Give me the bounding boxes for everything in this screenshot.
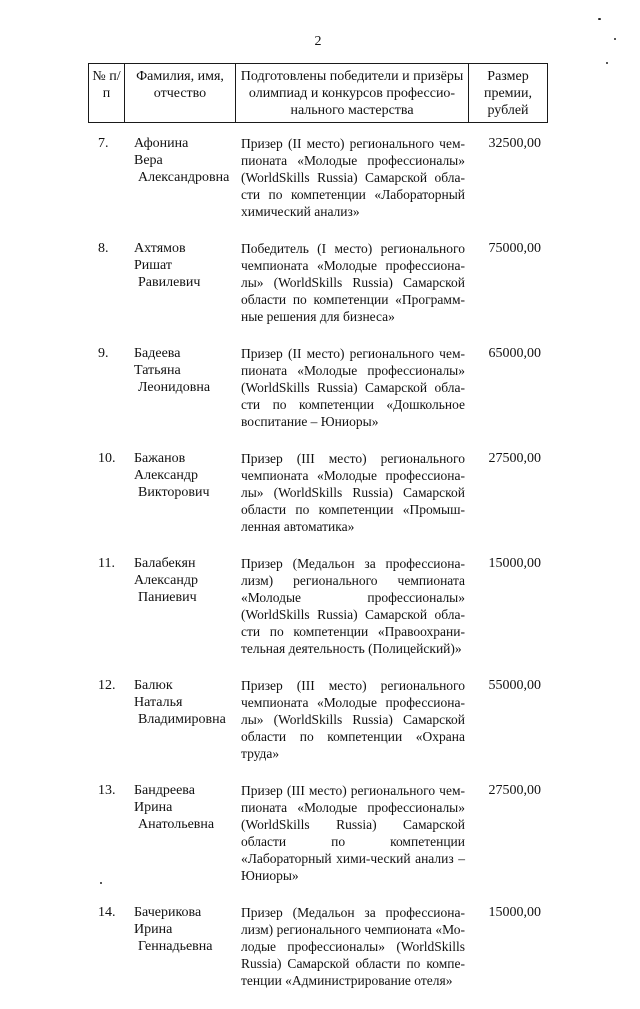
row-number: 7.: [98, 136, 109, 151]
row-full-name: [124, 677, 235, 762]
row-description: Призер (III место) регионального чемпионата «Молодые профессиона-лы» (WorldSkills Russia) Самарской области по компетенции «Охрана труда»: [241, 678, 465, 761]
row-first-name: Александр: [134, 573, 198, 588]
row-patronymic: Викторович: [138, 485, 210, 500]
table-row: [88, 677, 547, 762]
row-first-name: Ирина: [134, 800, 173, 815]
row-full-name: [124, 555, 235, 657]
row-patronymic: Равилевич: [138, 275, 201, 290]
row-description: Призер (II место) регионального чем-пионата «Молодые профессионалы» (WorldSkills Russia) Самарской обла-сти по компетенции «Дошкольное воспитание – Юниоры»: [241, 346, 465, 429]
row-patronymic: Леонидовна: [138, 380, 211, 395]
row-patronymic: Владимировна: [138, 712, 226, 727]
row-full-name: [124, 450, 235, 535]
table-row: [88, 135, 547, 220]
row-patronymic: Анатольевна: [138, 817, 215, 832]
row-surname: Бачерикова: [134, 905, 202, 920]
row-description: Призер (II место) регионального чем-пионата «Молодые профессионалы» (WorldSkills Russia) Самарской обла-сти по компетенции «Лабораторный химический анализ»: [241, 136, 465, 219]
table-row: [88, 450, 547, 535]
row-amount: 65000,00: [488, 346, 541, 361]
row-amount: 15000,00: [488, 556, 541, 571]
row-amount: 32500,00: [488, 136, 541, 151]
row-amount: 15000,00: [488, 905, 541, 920]
row-amount: 27500,00: [488, 783, 541, 798]
table-row: [88, 240, 547, 325]
row-surname: Бадеева: [134, 346, 181, 361]
row-patronymic: Геннадьевна: [138, 939, 213, 954]
row-description: Призер (Медальон за профессиона-лизм) регионального чемпионата «Мо-лодые профессионалы» (WorldSkills Russia) Самарской области по компе-тенции «Администрирование отеля»: [241, 905, 465, 988]
row-surname: Ахтямов: [134, 241, 186, 256]
page-number: 2: [314, 34, 322, 49]
row-full-name: [124, 135, 235, 220]
table-body: [88, 135, 547, 1009]
row-number: 13.: [98, 783, 116, 798]
row-first-name: Наталья: [134, 695, 183, 710]
row-number: 14.: [98, 905, 116, 920]
row-patronymic: Паниевич: [138, 590, 197, 605]
row-full-name: [124, 345, 235, 430]
row-description: Победитель (I место) регионального чемпионата «Молодые профессиона-лы» (WorldSkills Russia) Самарской области по компетенции «Программ-ные решения для бизнеса»: [241, 241, 465, 324]
scan-speck: [614, 38, 616, 40]
table-header: [88, 63, 548, 123]
row-amount: 27500,00: [488, 451, 541, 466]
row-number: 9.: [98, 346, 109, 361]
header-description: Подготовлены победители и призёры олимпиад и конкурсов профессио-нального мастерства: [236, 64, 469, 123]
row-number: 11.: [98, 556, 115, 571]
row-first-name: Татьяна: [134, 363, 181, 378]
row-full-name: [124, 904, 235, 989]
row-surname: Балабекян: [134, 556, 196, 571]
row-first-name: Ришат: [134, 258, 173, 273]
row-patronymic: Александровна: [138, 170, 230, 185]
row-full-name: [124, 782, 235, 884]
scan-speck: [100, 882, 102, 884]
row-surname: Бажанов: [134, 451, 186, 466]
table-row: [88, 782, 547, 884]
row-surname: Афонина: [134, 136, 189, 151]
header-bonus-amount: Размер премии, рублей: [469, 64, 548, 123]
row-full-name: [124, 240, 235, 325]
scan-speck: [606, 62, 608, 64]
row-number: 8.: [98, 241, 109, 256]
row-description: Призер (Медальон за профессиона-лизм) регионального чемпионата «Молодые профессионалы» (WorldSkills Russia) Самарской обла-сти по компетенции «Правоохрани-тельная деятельность (Полицейский)»: [241, 556, 465, 656]
row-number: 12.: [98, 678, 116, 693]
row-amount: 75000,00: [488, 241, 541, 256]
row-number: 10.: [98, 451, 116, 466]
row-surname: Бандреева: [134, 783, 195, 798]
header-number: № п/п: [89, 64, 125, 123]
row-first-name: Вера: [134, 153, 163, 168]
row-first-name: Ирина: [134, 922, 173, 937]
row-amount: 55000,00: [488, 678, 541, 693]
header-full-name: Фамилия, имя, отчество: [125, 64, 236, 123]
row-first-name: Александр: [134, 468, 198, 483]
table-row: [88, 555, 547, 657]
table-row: [88, 345, 547, 430]
row-description: Призер (III место) регионального чем-пионата «Молодые профессионалы» (WorldSkills Russia) Самарской области по компетенции «Лабораторный хими-ческий анализ – Юниоры»: [241, 783, 465, 883]
table-row: [88, 904, 547, 989]
scan-speck: [598, 18, 601, 20]
row-surname: Балюк: [134, 678, 173, 693]
row-description: Призер (III место) регионального чемпионата «Молодые профессиона-лы» (WorldSkills Russia) Самарской области по компетенции «Промыш-ленная автоматика»: [241, 451, 465, 534]
